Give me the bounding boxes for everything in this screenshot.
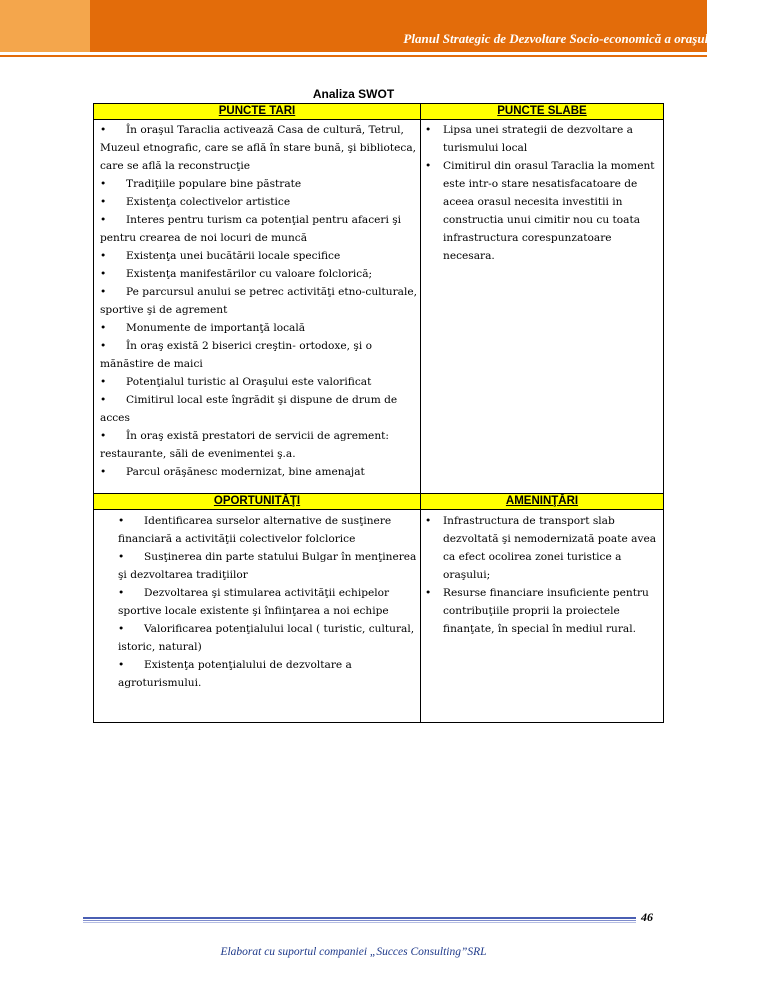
opportunity-item-text: Existenţa potenţialului de dezvoltare a agroturismului. bbox=[118, 659, 352, 689]
bullet-icon: • bbox=[100, 214, 107, 226]
bullet-icon: • bbox=[100, 196, 107, 208]
strength-item bbox=[94, 193, 420, 211]
bullet-icon: • bbox=[100, 430, 107, 442]
opportunity-item bbox=[94, 548, 420, 584]
opportunity-item-text: Identificarea surselor alternative de susţinere financiară a activităţii colectivelor folclorice bbox=[118, 515, 392, 545]
threat-item-text: Infrastructura de transport slab dezvoltată şi nemodernizată poate avea ca efect ocolirea zonei turistice a oraşului; bbox=[443, 515, 657, 581]
swot-title: Analiza SWOT bbox=[312, 87, 395, 101]
strength-item-text: Parcul orăşănesc modernizat, bine amenajat bbox=[126, 466, 365, 478]
footer-rule bbox=[83, 917, 636, 923]
opportunity-item-text: Susţinerea din parte statului Bulgar în menţinerea şi dezvoltarea tradiţiilor bbox=[118, 551, 417, 581]
weakness-item bbox=[421, 121, 663, 157]
header-accent-block bbox=[0, 0, 90, 52]
threat-item-text: Resurse financiare insuficiente pentru contribuţiile proprii la proiectele finanţate, în special în mediul rural. bbox=[443, 587, 649, 635]
opportunity-item-text: Dezvoltarea şi stimularea activităţii echipelor sportive locale existente şi înfiinţarea a noi echipe bbox=[118, 587, 390, 617]
weaknesses-list bbox=[421, 121, 663, 265]
strength-item-text: Cimitirul local este îngrădit şi dispune de drum de acces bbox=[100, 394, 398, 424]
strength-item-text: Existenţa manifestărilor cu valoare folclorică; bbox=[126, 268, 373, 280]
bullet-icon: • bbox=[100, 466, 107, 478]
strength-item-text: Potenţialul turistic al Oraşului este valorificat bbox=[126, 376, 372, 388]
strength-item bbox=[94, 211, 420, 247]
bullet-icon: • bbox=[118, 515, 125, 527]
weakness-item-text: Lipsa unei strategii de dezvoltare a turismului local bbox=[443, 124, 633, 154]
header-title: Planul Strategic de Dezvoltare Socio-economică a oraşului Taraclia bbox=[403, 31, 767, 46]
strength-item bbox=[94, 427, 420, 463]
weaknesses-cell bbox=[421, 120, 664, 494]
strength-item bbox=[94, 175, 420, 193]
threats-header: AMENINŢĂRI bbox=[421, 494, 664, 510]
page-header bbox=[0, 0, 767, 58]
bullet-icon: • bbox=[100, 124, 107, 136]
strength-item bbox=[94, 247, 420, 265]
bullet-icon: • bbox=[100, 268, 107, 280]
bullet-icon: • bbox=[425, 515, 432, 527]
bullet-icon: • bbox=[425, 587, 432, 599]
threat-item bbox=[421, 512, 663, 584]
opportunities-header: OPORTUNITĂŢI bbox=[94, 494, 421, 510]
strength-item bbox=[94, 463, 420, 481]
strengths-list bbox=[94, 121, 420, 481]
bullet-icon: • bbox=[425, 124, 432, 136]
strength-item-text: Pe parcursul anului se petrec activităţi etno-culturale, sportive şi de agrement bbox=[100, 286, 418, 316]
bullet-icon: • bbox=[118, 551, 125, 563]
footer-credit: Elaborat cu suportul companiei „Succes Consulting”SRL bbox=[220, 946, 487, 958]
strength-item bbox=[94, 391, 420, 427]
weakness-item bbox=[421, 157, 663, 265]
header-rule bbox=[0, 55, 707, 57]
threats-cell bbox=[421, 510, 664, 723]
bullet-icon: • bbox=[100, 286, 107, 298]
strength-item-text: Existenţa colectivelor artistice bbox=[126, 196, 291, 208]
bullet-icon: • bbox=[100, 322, 107, 334]
strength-item bbox=[94, 337, 420, 373]
threat-item bbox=[421, 584, 663, 638]
opportunity-item bbox=[94, 656, 420, 692]
strengths-cell bbox=[94, 120, 421, 494]
bullet-icon: • bbox=[425, 160, 432, 172]
opportunities-list bbox=[94, 512, 420, 692]
strengths-header: PUNCTE TARI bbox=[94, 104, 421, 120]
opportunity-item bbox=[94, 512, 420, 548]
swot-table bbox=[93, 103, 664, 723]
bullet-icon: • bbox=[118, 659, 125, 671]
strength-item-text: În oraş există 2 biserici creştin- ortodoxe, şi o mănăstire de maici bbox=[100, 340, 372, 370]
opportunities-cell bbox=[94, 510, 421, 723]
strength-item bbox=[94, 121, 420, 175]
bullet-icon: • bbox=[100, 250, 107, 262]
strength-item-text: Monumente de importanţă locală bbox=[126, 322, 306, 334]
opportunity-item-text: Valorificarea potenţialului local ( turistic, cultural, istoric, natural) bbox=[118, 623, 415, 653]
strength-item-text: Tradiţiile populare bine păstrate bbox=[126, 178, 302, 190]
weaknesses-header: PUNCTE SLABE bbox=[421, 104, 664, 120]
opportunity-item bbox=[94, 584, 420, 620]
bullet-icon: • bbox=[100, 394, 107, 406]
bullet-icon: • bbox=[100, 376, 107, 388]
threats-list bbox=[421, 512, 663, 638]
bullet-icon: • bbox=[118, 623, 125, 635]
strength-item bbox=[94, 283, 420, 319]
weakness-item-text: Cimitirul din orasul Taraclia la moment este intr-o stare nesatisfacatoare de aceea orasul necesita investitii in constructia unui cimitir nou cu toata infrastructura corespunzatoare necesara. bbox=[443, 160, 655, 262]
strength-item bbox=[94, 319, 420, 337]
opportunity-item bbox=[94, 620, 420, 656]
strength-item-text: În oraş există prestatori de servicii de agrement: restaurante, săli de evenimentei ş.a. bbox=[100, 430, 389, 460]
page-number: 46 bbox=[641, 910, 653, 924]
bullet-icon: • bbox=[118, 587, 125, 599]
strength-item-text: Interes pentru turism ca potenţial pentru afaceri şi pentru crearea de noi locuri de muncă bbox=[100, 214, 402, 244]
bullet-icon: • bbox=[100, 340, 107, 352]
strength-item bbox=[94, 373, 420, 391]
bullet-icon: • bbox=[100, 178, 107, 190]
strength-item-text: În oraşul Taraclia activează Casa de cultură, Tetrul, Muzeul etnografic, care se află în stare bună, şi biblioteca, care se află la reconstrucţie bbox=[100, 124, 417, 172]
strength-item bbox=[94, 265, 420, 283]
strength-item-text: Existenţa unei bucătării locale specifice bbox=[126, 250, 341, 262]
